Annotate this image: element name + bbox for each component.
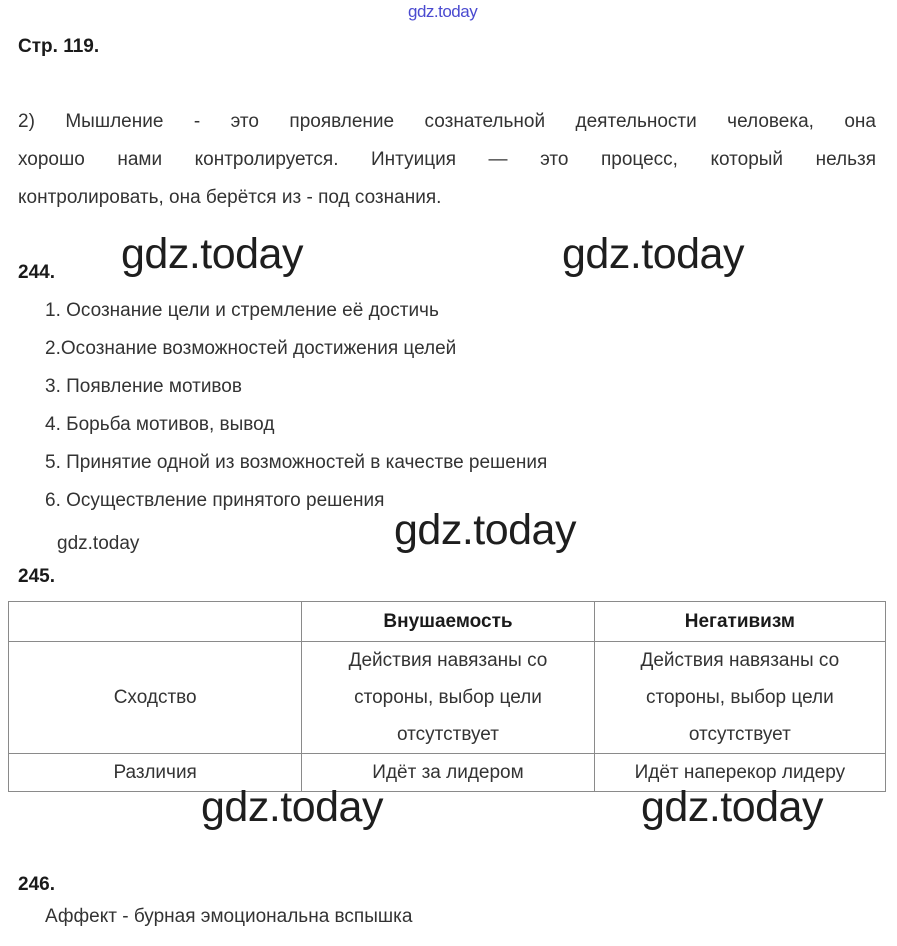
- table-row: [9, 642, 886, 754]
- task-246-text: Аффект - бурная эмоциональна вспышка: [45, 906, 413, 927]
- paragraph-line: контролировать, она берётся из - под сознания.: [18, 187, 442, 208]
- comparison-table: [8, 601, 886, 792]
- table-cell-line: Действия навязаны со: [348, 650, 548, 671]
- table-row-label: Сходство: [9, 642, 302, 754]
- table-cell: Идёт за лидером: [302, 754, 594, 792]
- table-header-empty: [9, 602, 302, 642]
- task-244-number: 244.: [18, 262, 55, 283]
- table-cell-line: стороны, выбор цели: [645, 687, 834, 708]
- list-item: 2.Осознание возможностей достижения целей: [45, 338, 457, 359]
- paragraph-line: 2) Мышление - это проявление сознательной деятельности человека, она: [18, 111, 876, 132]
- watermark-big: gdz.today: [121, 230, 303, 278]
- list-item: 5. Принятие одной из возможностей в качестве решения: [45, 452, 548, 473]
- watermark-big: gdz.today: [641, 783, 823, 831]
- list-item: 4. Борьба мотивов, вывод: [45, 414, 275, 435]
- task-244-list: [45, 292, 547, 520]
- watermark-big: gdz.today: [394, 506, 576, 554]
- table-header-negativism: Негативизм: [594, 602, 885, 642]
- answer-paragraph: [18, 103, 876, 217]
- table-cell-line: отсутствует: [688, 724, 791, 745]
- paragraph-line: хорошо нами контролируется. Интуиция — это процесс, который нельзя: [18, 149, 876, 170]
- table-cell: [302, 642, 594, 754]
- list-item: 1. Осознание цели и стремление её достичь: [45, 300, 439, 321]
- table-cell-line: отсутствует: [397, 724, 499, 745]
- table-cell: Идёт наперекор лидеру: [594, 754, 885, 792]
- table-row-label: Различия: [9, 754, 302, 792]
- table-cell: [594, 642, 885, 754]
- watermark-big: gdz.today: [562, 230, 744, 278]
- table-header-row: [9, 602, 886, 642]
- watermark-big: gdz.today: [201, 783, 383, 831]
- task-245-number: 245.: [18, 566, 55, 587]
- table-header-suggestibility: Внушаемость: [302, 602, 594, 642]
- watermark-small: gdz.today: [57, 533, 140, 554]
- list-item: 6. Осуществление принятого решения: [45, 490, 385, 511]
- table-cell-line: стороны, выбор цели: [354, 687, 542, 708]
- watermark-top: gdz.today: [408, 2, 478, 21]
- list-item: 3. Появление мотивов: [45, 376, 242, 397]
- table-cell-line: Действия навязаны со: [640, 650, 840, 671]
- task-246-number: 246.: [18, 874, 55, 895]
- page-heading: Стр. 119.: [18, 36, 100, 57]
